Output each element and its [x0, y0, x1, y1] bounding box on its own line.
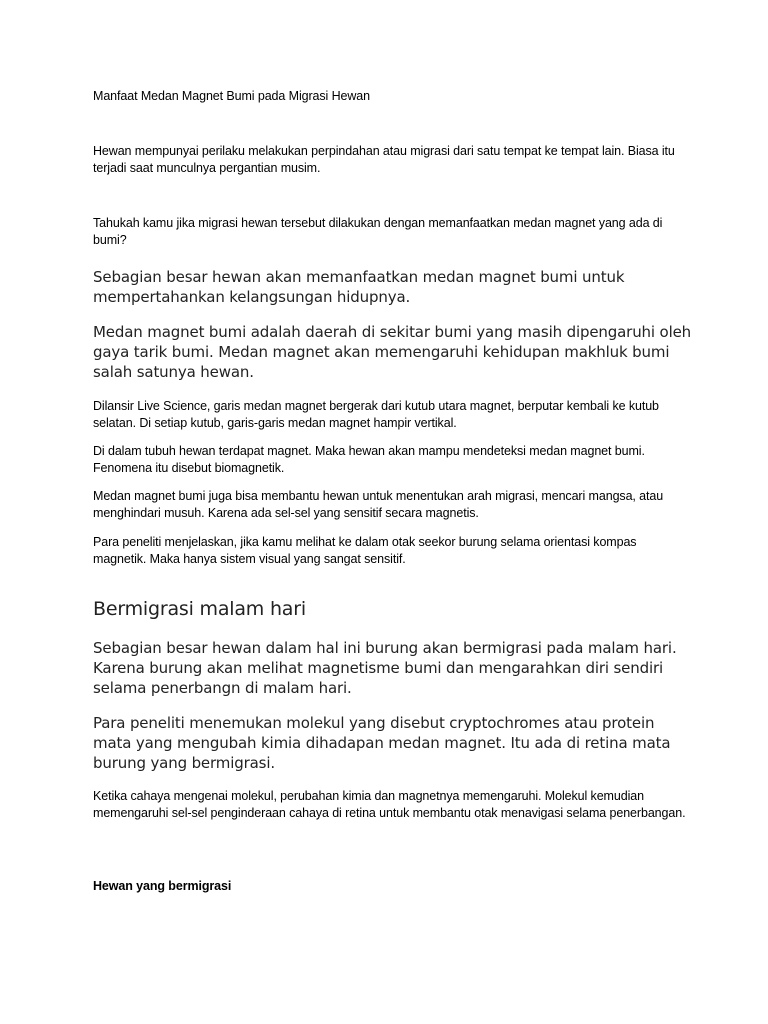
paragraph-researchers-brain: Para peneliti menjelaskan, jika kamu melihat ke dalam otak seekor burung selama orientasi kompas magnetik. Maka hanya sistem visual yang sangat sensitif. [93, 535, 637, 566]
paragraph-night-migration: Sebagian besar hewan dalam hal ini burung akan bermigrasi pada malam hari. Karena burung akan melihat magnetisme bumi dan mengarahkan diri sendiri selama penerbangn di malam hari. [93, 639, 677, 697]
paragraph-majority-animals: Sebagian besar hewan akan memanfaatkan medan magnet bumi untuk mempertahankan kelangsungan hidupnya. [93, 268, 625, 306]
paragraph-direction-help: Medan magnet bumi juga bisa membantu hewan untuk menentukan arah migrasi, mencari mangsa, atau menghindari musuh. Karena ada sel-sel yang sensitif secara magnetis. [93, 489, 664, 520]
paragraph-cryptochromes: Para peneliti menemukan molekul yang disebut cryptochromes atau protein mata yang mengubah kimia dihadapan medan magnet. Itu ada di retina mata burung yang bermigrasi. [93, 714, 671, 772]
paragraph-live-science: Dilansir Live Science, garis medan magnet bergerak dari kutub utara magnet, berputar kembali ke kutub selatan. Di setiap kutub, garis-garis medan magnet hampir vertikal. [93, 399, 659, 430]
subheading-migrating-animals: Hewan yang bermigrasi [93, 879, 232, 893]
document-title: Manfaat Medan Magnet Bumi pada Migrasi Hewan [93, 89, 370, 103]
paragraph-intro: Hewan mempunyai perilaku melakukan perpindahan atau migrasi dari satu tempat ke tempat lain. Biasa itu terjadi saat munculnya pergantian musim. [93, 144, 675, 175]
section-heading-night-migration: Bermigrasi malam hari [93, 598, 306, 620]
paragraph-light-molecules: Ketika cahaya mengenai molekul, perubahan kimia dan magnetnya memengaruhi. Molekul kemudian memengaruhi sel-sel penginderaan cahaya di retina untuk membantu otak menavigasi selama penerbangan. [93, 789, 686, 820]
paragraph-magnetic-field-definition: Medan magnet bumi adalah daerah di sekitar bumi yang masih dipengaruhi oleh gaya tarik bumi. Medan magnet akan memengaruhi kehidupan makhluk bumi salah satunya hewan. [93, 323, 692, 381]
paragraph-biomagnetic: Di dalam tubuh hewan terdapat magnet. Maka hewan akan mampu mendeteksi medan magnet bumi. Fenomena itu disebut biomagnetik. [93, 444, 645, 475]
paragraph-question: Tahukah kamu jika migrasi hewan tersebut dilakukan dengan memanfaatkan medan magnet yang ada di bumi? [93, 216, 663, 247]
